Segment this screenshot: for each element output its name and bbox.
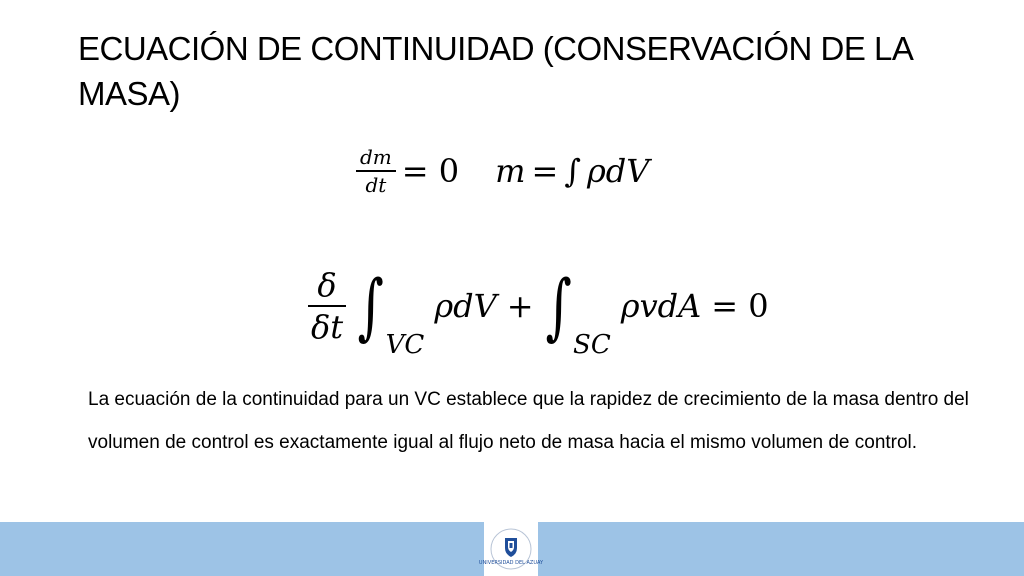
subscript-vc: VC — [385, 330, 425, 360]
explanation-paragraph: La ecuación de la continuidad para un VC establece que la rapidez de crecimiento de la masa dentro del volumen de control es exactamente igual al flujo neto de masa hacia el mismo volumen de control. — [88, 389, 969, 453]
term-rho-dv: ρdV — [434, 287, 497, 325]
integrand: ρdV — [586, 152, 650, 190]
integral-sign-vc: ∫ — [357, 264, 385, 348]
fraction-numerator: dm — [360, 145, 392, 169]
plus-sign: + — [506, 287, 534, 325]
equation-rhs: = 0 — [711, 287, 769, 325]
integral-sign: ∫ — [564, 152, 581, 190]
equation-mass-rate — [356, 136, 649, 206]
equation-continuity-integral — [308, 256, 769, 360]
slide-title: ECUACIÓN DE CONTINUIDAD (CONSERVACIÓN DE LA MASA) — [78, 30, 912, 112]
term-rho-v-da: ρvdA — [620, 287, 702, 325]
fraction-denominator: δt — [311, 308, 344, 346]
university-logo — [478, 522, 544, 576]
integral-sign-sc: ∫ — [545, 264, 572, 348]
fraction-denominator: dt — [365, 173, 387, 197]
logo-text: UNIVERSIDAD DEL AZUAY — [478, 560, 544, 566]
fraction-delta-delta-t — [308, 265, 346, 347]
subscript-sc: SC — [573, 330, 611, 360]
fraction-dm-dt — [356, 144, 396, 198]
equals-sign: = — [531, 152, 559, 190]
fraction-numerator: δ — [317, 266, 337, 304]
equation-rhs: = 0 — [401, 152, 460, 190]
logo-emblem-icon — [478, 526, 544, 572]
mass-symbol: m — [495, 152, 526, 190]
